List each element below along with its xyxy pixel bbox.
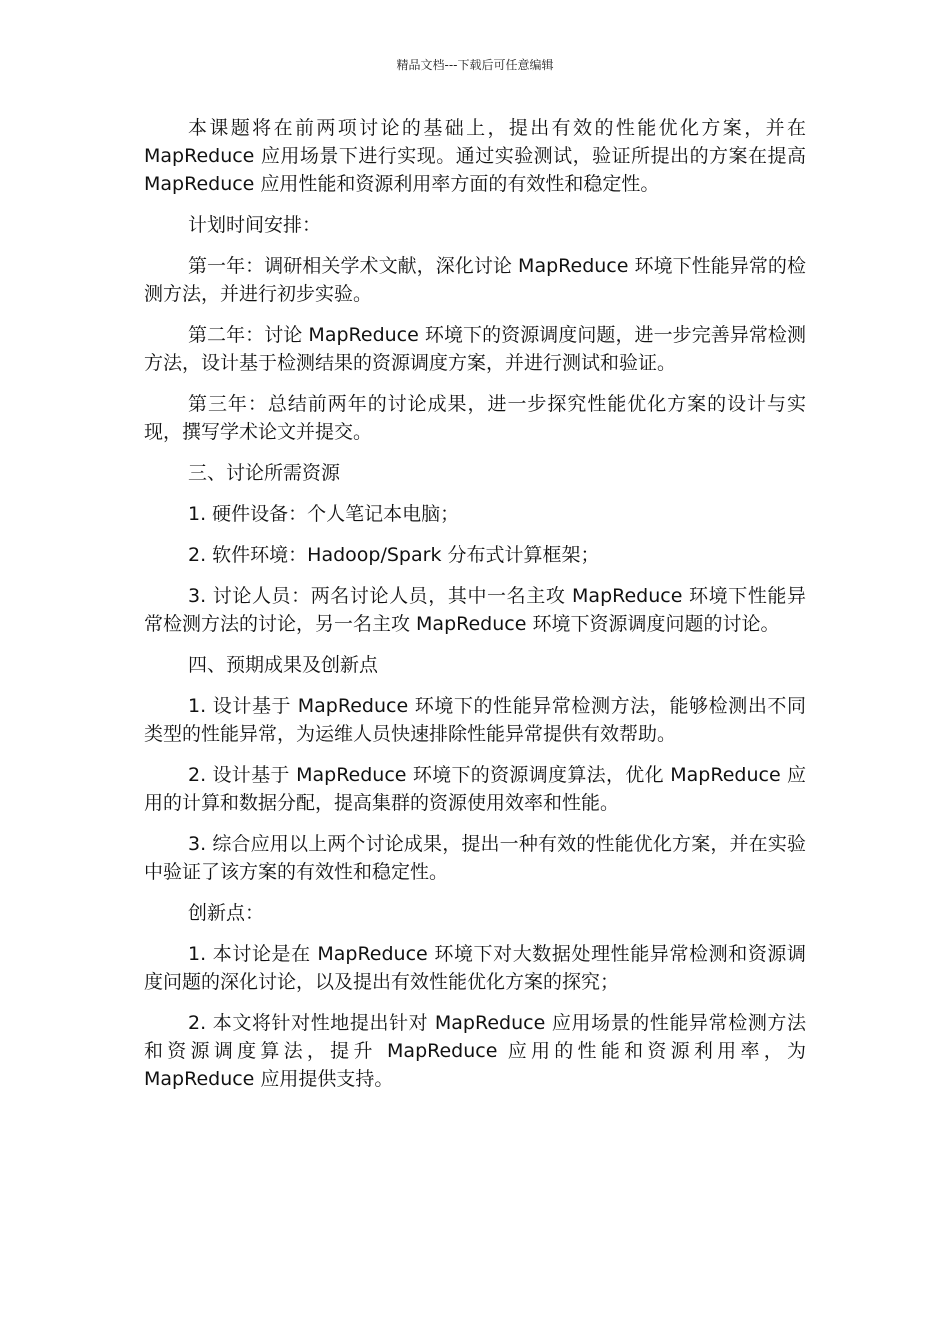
paragraph-intro: 本课题将在前两项讨论的基础上，提出有效的性能优化方案，并在 MapReduce 应用场景下进行实现。通过实验测试，验证所提出的方案在提高 MapReduce 应用性能和资源利用率方面的有效性和稳定性。 — [144, 117, 806, 195]
list-item-outcome-3: 3. 综合应用以上两个讨论成果，提出一种有效的性能优化方案，并在实验中验证了该方案的有效性和稳定性。 — [144, 833, 806, 883]
list-item-outcome-1: 1. 设计基于 MapReduce 环境下的性能异常检测方法，能够检测出不同类型的性能异常，为运维人员快速排除性能异常提供有效帮助。 — [144, 695, 806, 745]
page-header: 精品文档---下载后可任意编辑 — [396, 58, 554, 72]
list-item-outcome-2: 2. 设计基于 MapReduce 环境下的资源调度算法，优化 MapReduce 应用的计算和数据分配，提高集群的资源使用效率和性能。 — [144, 764, 806, 814]
paragraph-schedule-heading: 计划时间安排： — [188, 214, 322, 236]
section-heading-resources: 三、讨论所需资源 — [188, 462, 341, 484]
list-item-personnel: 3. 讨论人员：两名讨论人员，其中一名主攻 MapReduce 环境下性能异常检测方法的讨论，另一名主攻 MapReduce 环境下资源调度问题的讨论。 — [144, 585, 806, 635]
list-item-software: 2. 软件环境：Hadoop/Spark 分布式计算框架； — [188, 544, 600, 566]
paragraph-year-three: 第三年：总结前两年的讨论成果，进一步探究性能优化方案的设计与实现，撰写学术论文并提交。 — [144, 393, 806, 443]
document-body — [144, 114, 806, 1106]
list-item-innovation-1: 1. 本讨论是在 MapReduce 环境下对大数据处理性能异常检测和资源调度问题的深化讨论，以及提出有效性能优化方案的探究； — [144, 943, 806, 993]
paragraph-year-two: 第二年：讨论 MapReduce 环境下的资源调度问题，进一步完善异常检测方法，设计基于检测结果的资源调度方案，并进行测试和验证。 — [144, 324, 806, 374]
section-heading-outcomes: 四、预期成果及创新点 — [188, 654, 379, 676]
list-item-innovation-2: 2. 本文将针对性地提出针对 MapReduce 应用场景的性能异常检测方法和资源调度算法，提升 MapReduce 应用的性能和资源利用率，为 MapReduce 应用提供支持。 — [144, 1012, 806, 1090]
paragraph-year-one: 第一年：调研相关学术文献，深化讨论 MapReduce 环境下性能异常的检测方法，并进行初步实验。 — [144, 255, 806, 305]
list-item-hardware: 1. 硬件设备：个人笔记本电脑； — [188, 503, 460, 525]
section-heading-innovation: 创新点： — [188, 902, 265, 924]
